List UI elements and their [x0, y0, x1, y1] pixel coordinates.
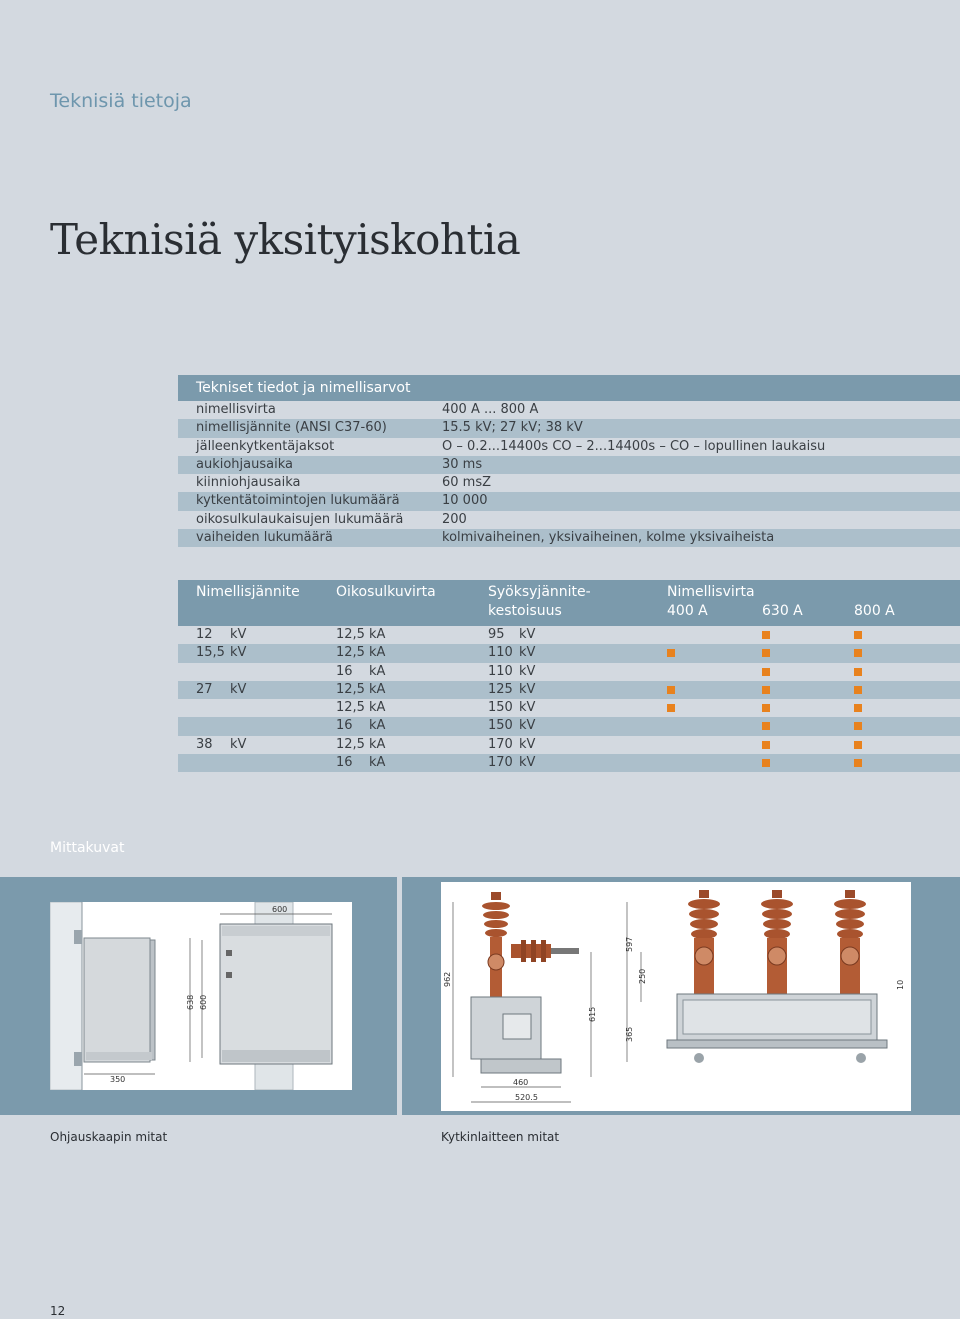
voltage-unit: kV: [230, 736, 247, 752]
rating-row: [178, 681, 960, 699]
mark-800a: [854, 741, 862, 749]
voltage-value: 38: [196, 736, 213, 752]
rating-row: [178, 754, 960, 772]
rating-row: [178, 644, 960, 662]
impulse-value: 110: [488, 645, 513, 661]
spec-value: 10 000: [442, 493, 488, 509]
current-unit: kA: [369, 645, 386, 661]
header-short-circuit: Oikosulkuvirta: [336, 584, 436, 600]
current-value: 12,5: [336, 736, 365, 752]
ratings-rows: [178, 626, 960, 772]
impulse-value: 110: [488, 663, 513, 679]
dim-base: 365: [625, 1026, 634, 1042]
current-value: 16: [336, 755, 353, 771]
voltage-unit: kV: [230, 645, 247, 661]
dim-total-height: 962: [443, 971, 452, 987]
spec-row: [178, 474, 960, 492]
spec-row: [178, 438, 960, 456]
mark-630a: [762, 759, 770, 767]
rating-row: [178, 736, 960, 754]
spec-key: aukiohjausaika: [196, 456, 293, 472]
spec-row: [178, 419, 960, 437]
rating-row: [178, 626, 960, 644]
header-voltage: Nimellisjännite: [196, 584, 300, 600]
voltage-value: 27: [196, 681, 213, 697]
mark-800a: [854, 649, 862, 657]
switchgear-svg: [441, 882, 911, 1111]
dim-lower-height: 615: [588, 1006, 597, 1022]
impulse-value: 170: [488, 736, 513, 752]
spec-row: [178, 511, 960, 529]
front-insulators: [688, 890, 866, 994]
rating-row: [178, 717, 960, 735]
mark-630a: [762, 741, 770, 749]
control-cabinet-drawing: [50, 902, 352, 1090]
side-insulator: [482, 892, 510, 997]
specs-rows: [178, 401, 960, 547]
current-unit: kA: [369, 700, 386, 716]
impulse-unit: kV: [519, 663, 536, 679]
impulse-unit: kV: [519, 681, 536, 697]
current-unit: kA: [369, 755, 386, 771]
impulse-unit: kV: [519, 755, 536, 771]
dim-top: 600: [272, 905, 288, 914]
spec-key: jälleenkytkentäjaksot: [196, 438, 335, 454]
voltage-value: 12: [196, 627, 213, 642]
ratings-header: [178, 580, 960, 626]
specs-table: [178, 375, 960, 547]
page-number: 12: [50, 1304, 66, 1318]
impulse-value: 150: [488, 718, 513, 734]
spec-key: nimellisvirta: [196, 402, 276, 417]
impulse-value: 170: [488, 755, 513, 771]
current-unit: kA: [369, 627, 386, 642]
mark-630a: [762, 704, 770, 712]
dim-height-outer: 638: [186, 994, 195, 1010]
impulse-value: 125: [488, 681, 513, 697]
header-current-800: 800 A: [854, 603, 895, 619]
dim-upper: 597: [625, 936, 634, 952]
mark-800a: [854, 631, 862, 639]
ratings-table: [178, 580, 960, 772]
spec-key: kiinniohjausaika: [196, 475, 301, 491]
current-value: 16: [336, 718, 353, 734]
spec-value: 30 ms: [442, 456, 483, 472]
current-unit: kA: [369, 681, 386, 697]
mark-800a: [854, 668, 862, 676]
spec-value: kolmivaiheinen, yksivaiheinen, kolme yksivaiheista: [442, 530, 775, 546]
mark-400a: [667, 649, 675, 657]
voltage-unit: kV: [230, 681, 247, 697]
spec-row: [178, 529, 960, 547]
switchgear-drawing: [441, 882, 911, 1111]
dim-height-inner: 600: [199, 994, 208, 1010]
spec-key: kytkentätoimintojen lukumäärä: [196, 493, 400, 509]
specs-header: Tekniset tiedot ja nimellisarvot: [178, 375, 960, 401]
spec-key: vaiheiden lukumäärä: [196, 530, 333, 546]
header-current-630: 630 A: [762, 603, 803, 619]
section-label: Teknisiä tietoja: [50, 90, 192, 112]
control-cabinet-svg: [50, 902, 352, 1090]
spec-key: oikosulkulaukaisujen lukumäärä: [196, 511, 404, 527]
mark-630a: [762, 686, 770, 694]
current-value: 12,5: [336, 700, 365, 716]
spec-value: 15.5 kV; 27 kV; 38 kV: [442, 420, 583, 436]
impulse-value: 95: [488, 627, 505, 642]
rating-row: [178, 663, 960, 681]
impulse-unit: kV: [519, 736, 536, 752]
spec-row: [178, 456, 960, 474]
mark-400a: [667, 704, 675, 712]
header-impulse-line2: kestoisuus: [488, 603, 562, 619]
mark-630a: [762, 649, 770, 657]
spec-row: [178, 401, 960, 419]
dim-insulator: 250: [638, 968, 647, 984]
dim-width-outer: 520.5: [515, 1093, 538, 1102]
mark-800a: [854, 759, 862, 767]
spec-value: 60 msZ: [442, 475, 492, 491]
current-value: 12,5: [336, 627, 365, 642]
mark-400a: [667, 686, 675, 694]
mark-800a: [854, 686, 862, 694]
impulse-unit: kV: [519, 718, 536, 734]
mark-630a: [762, 631, 770, 639]
header-current: Nimellisvirta: [667, 584, 755, 600]
current-unit: kA: [369, 663, 386, 679]
spec-key: nimellisjännite (ANSI C37-60): [196, 420, 387, 436]
dim-width-inner: 460: [513, 1078, 529, 1087]
mark-800a: [854, 704, 862, 712]
spec-row: [178, 492, 960, 510]
drawings-label: Mittakuvat: [50, 840, 125, 856]
dim-right: 10: [896, 979, 905, 990]
header-impulse-line1: Syöksyjännite-: [488, 584, 591, 600]
impulse-unit: kV: [519, 700, 536, 716]
spec-value: O – 0.2...14400s CO – 2...14400s – CO – lopullinen laukaisu: [442, 438, 826, 454]
mark-630a: [762, 722, 770, 730]
current-value: 12,5: [336, 681, 365, 697]
dim-depth: 350: [110, 1075, 126, 1084]
current-value: 16: [336, 663, 353, 679]
impulse-unit: kV: [519, 645, 536, 661]
rating-row: [178, 699, 960, 717]
mark-630a: [762, 668, 770, 676]
impulse-value: 150: [488, 700, 513, 716]
caption-control-cabinet: Ohjauskaapin mitat: [50, 1130, 168, 1144]
spec-value: 200: [442, 511, 467, 527]
current-unit: kA: [369, 718, 386, 734]
current-unit: kA: [369, 736, 386, 752]
caption-switchgear: Kytkinlaitteen mitat: [441, 1130, 560, 1144]
voltage-value: 15,5: [196, 645, 225, 661]
current-value: 12,5: [336, 645, 365, 661]
spec-value: 400 A ... 800 A: [442, 402, 539, 417]
voltage-unit: kV: [230, 627, 247, 642]
page-title: Teknisiä yksityiskohtia: [50, 215, 521, 264]
mark-800a: [854, 722, 862, 730]
impulse-unit: kV: [519, 627, 536, 642]
horizontal-insulator: [511, 940, 579, 962]
header-current-400: 400 A: [667, 603, 708, 619]
